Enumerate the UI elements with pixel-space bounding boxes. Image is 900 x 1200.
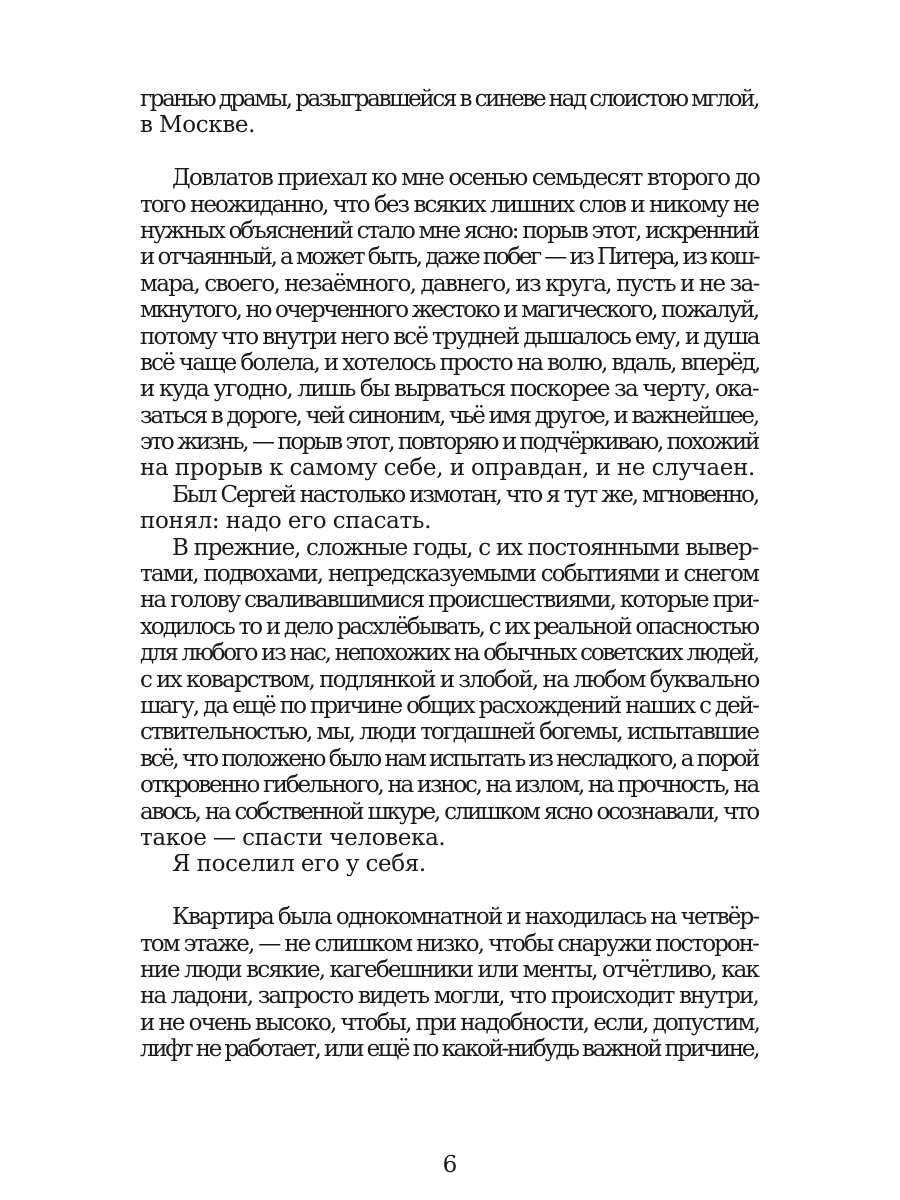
text-line: с их коварством, подлянкой и злобой, на любом буквально — [140, 666, 759, 693]
page-number: 6 — [442, 1152, 458, 1178]
text-line: на прорыв к самому себе, и оправдан, и не случаен. — [140, 455, 755, 482]
text-line: нужных объяснений стало мне ясно: порыв этот, искренний — [140, 217, 758, 244]
text-line: всё чаще болела, и хотелось просто на волю, вдаль, вперёд, — [140, 349, 760, 376]
page-text — [140, 86, 758, 1062]
paragraph — [140, 86, 758, 139]
paragraph — [140, 904, 758, 1062]
text-line: авось, на собственной шкуре, слишком ясно осознавали, что — [140, 798, 758, 825]
text-line: такое — спасти человека. — [140, 824, 446, 851]
text-line: Довлатов приехал ко мне осенью семьдесят второго до — [172, 165, 760, 192]
text-line: лифт не работает, или ещё по какой-нибудь важной причине, — [140, 1036, 759, 1063]
text-line: на голову сваливавшимися происшествиями, которые при- — [140, 587, 758, 614]
text-line: шагу, да ещё по причине общих расхождений наших с дей- — [140, 692, 758, 719]
paragraph — [140, 482, 758, 535]
text-line: Я поселил его у себя. — [172, 851, 426, 878]
text-line: Квартира была однокомнатной и находилась на четвёр- — [172, 904, 759, 931]
text-line: и куда угодно, лишь бы вырваться поскорее за черту, ока- — [140, 376, 758, 403]
text-line: мара, своего, незаёмного, давнего, из круга, пусть и не за- — [140, 270, 759, 297]
text-line: Был Сергей настолько измотан, что я тут же, мгновенно, — [172, 481, 758, 508]
text-line: потому что внутри него всё трудней дышалось ему, и душа — [140, 323, 759, 350]
text-line: гранью драмы, разыгравшейся в синеве над слоистою мглой, — [140, 86, 759, 112]
paragraph — [140, 851, 758, 877]
paragraph — [140, 165, 758, 482]
text-line: и не очень высоко, чтобы, при надобности, если, допустим, — [140, 1009, 760, 1036]
text-line: понял: надо его спасать. — [140, 508, 432, 535]
text-line: заться в дороге, чей синоним, чьё имя другое, и важнейшее, — [140, 402, 758, 429]
text-line: откровенно гибельного, на износ, на излом, на прочность, на — [140, 772, 758, 799]
text-line: всё, что положено было нам испытать из несладкого, а порой — [140, 745, 758, 772]
text-line: В прежние, сложные годы, с их постоянными вывер- — [172, 534, 758, 561]
text-line: для любого из нас, непохожих на обычных советских людей, — [140, 640, 758, 667]
text-line: ние люди всякие, кагебешники или менты, отчётливо, как — [140, 956, 758, 983]
text-line: в Москве. — [140, 112, 256, 139]
text-line: того неожиданно, что без всяких лишних слов и никому не — [140, 191, 758, 218]
paragraph-gap — [140, 878, 758, 904]
text-line: том этаже, — не слишком низко, чтобы снаружи посторон- — [140, 930, 758, 957]
text-line: это жизнь, — порыв этот, повторяю и подчёркиваю, похожий — [140, 429, 758, 456]
text-line: ходилось то и дело расхлёбывать, с их реальной опасностью — [140, 613, 758, 640]
text-line: ствительностью, мы, люди тогдашней богемы, испытавшие — [140, 719, 758, 746]
text-line: на ладони, запросто видеть могли, что происходит внутри, — [140, 983, 758, 1010]
paragraph — [140, 535, 758, 852]
paragraph-gap — [140, 139, 758, 165]
text-line: и отчаянный, а может быть, даже побег — из Питера, из кош- — [140, 244, 759, 271]
text-line: мкнутого, но очерченного жестоко и магического, пожалуй, — [140, 297, 758, 324]
text-line: тами, подвохами, непредсказуемыми событиями и снегом — [140, 561, 758, 588]
